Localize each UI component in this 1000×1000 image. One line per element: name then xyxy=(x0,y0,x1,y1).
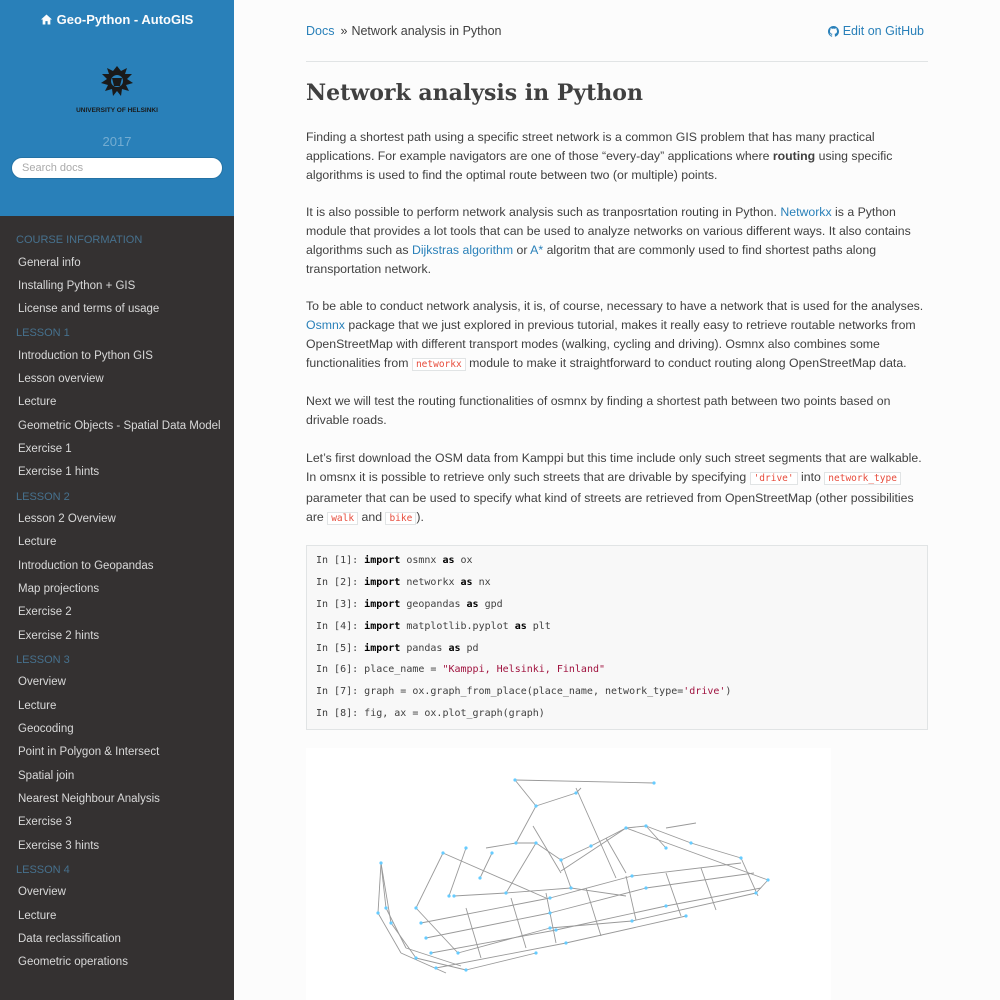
street-edge xyxy=(401,953,446,973)
sidebar-nav-item[interactable]: Map projections xyxy=(18,583,100,596)
sidebar-nav-item[interactable]: Lecture xyxy=(18,909,57,922)
street-node xyxy=(429,951,432,954)
inline-code: walk xyxy=(327,512,358,525)
sidebar-nav-item[interactable]: Introduction to Python GIS xyxy=(18,349,153,362)
street-edge xyxy=(511,898,526,948)
street-node xyxy=(548,926,551,929)
text: is a Python module that provides a lot tools that can be used to analyze networks on various different ways. It also contains algorithms such as xyxy=(306,205,911,257)
nav-caption: COURSE INFORMATION xyxy=(16,234,143,246)
street-node xyxy=(554,928,557,931)
street-edge xyxy=(646,873,754,888)
street-node xyxy=(419,921,422,924)
street-edge xyxy=(566,916,686,943)
sidebar-nav-item[interactable]: Geocoding xyxy=(18,723,74,736)
code-token: ox xyxy=(454,555,473,566)
sidebar-nav-item[interactable]: Lecture xyxy=(18,699,57,712)
street-node xyxy=(464,968,467,971)
code-line xyxy=(316,642,918,664)
street-node xyxy=(389,921,392,924)
street-edge xyxy=(632,863,741,876)
street-edge xyxy=(515,780,536,806)
street-node xyxy=(574,791,577,794)
code-token: import xyxy=(364,620,401,632)
text: To be able to conduct network analysis, it is, of course, necessary to have a network that is used for the analyses. xyxy=(306,299,924,313)
edit-on-github-link[interactable] xyxy=(828,24,924,38)
code-prompt: In [3]: xyxy=(316,598,365,610)
street-edge xyxy=(576,788,616,878)
street-node xyxy=(559,858,562,861)
code-prompt: In [4]: xyxy=(316,620,365,632)
code-token: import xyxy=(364,642,401,654)
breadcrumb-docs-link[interactable]: Docs xyxy=(306,24,335,38)
street-node xyxy=(664,846,667,849)
code-token: as xyxy=(460,576,473,588)
street-node xyxy=(548,911,551,914)
street-edge xyxy=(416,908,458,953)
street-edge xyxy=(378,913,401,953)
street-node xyxy=(630,919,633,922)
code-prompt: In [8]: xyxy=(316,708,365,720)
code-line xyxy=(316,663,918,685)
inline-code: network_type xyxy=(824,472,901,485)
street-edge xyxy=(416,853,443,908)
code-token: place_name = xyxy=(364,664,443,676)
sidebar-nav-item[interactable]: Introduction to Geopandas xyxy=(18,559,154,572)
street-edge xyxy=(506,843,536,893)
code-prompt: In [5]: xyxy=(316,642,365,654)
street-node xyxy=(548,896,551,899)
text: It is also possible to perform network analysis such as tranposrtation routing in Python. xyxy=(306,205,781,219)
street-edge xyxy=(666,873,681,916)
version-label: 2017 xyxy=(102,134,132,149)
astar-link[interactable]: A* xyxy=(530,242,544,257)
sidebar-nav-item[interactable]: Exercise 1 hints xyxy=(18,466,100,479)
street-edge xyxy=(391,923,416,958)
street-edge xyxy=(546,893,556,943)
sidebar-nav-item[interactable]: Lecture xyxy=(18,536,57,549)
code-token: import xyxy=(364,598,401,610)
code-line xyxy=(316,685,918,707)
paragraph-intro xyxy=(306,128,930,185)
sidebar-nav-item[interactable]: Exercise 2 xyxy=(18,606,72,619)
sidebar-nav-item[interactable]: Geometric operations xyxy=(18,956,128,969)
street-node xyxy=(652,781,655,784)
street-edge xyxy=(506,888,571,893)
sidebar-nav-item[interactable]: Data reclassification xyxy=(18,932,121,945)
inline-code: networkx xyxy=(412,358,466,371)
street-edge xyxy=(606,838,626,873)
street-node xyxy=(689,841,692,844)
page-title: Network analysis in Python xyxy=(306,80,643,106)
street-edge xyxy=(571,888,626,896)
street-edge xyxy=(378,863,381,913)
code-token: as xyxy=(466,598,479,610)
street-edge xyxy=(561,846,591,860)
street-node xyxy=(630,874,633,877)
code-token: nx xyxy=(472,576,491,588)
code-line xyxy=(316,707,918,729)
street-node xyxy=(684,914,687,917)
breadcrumb-current: Network analysis in Python xyxy=(351,24,502,38)
home-icon xyxy=(41,14,52,25)
street-node xyxy=(464,846,467,849)
code-token: geopandas xyxy=(400,598,467,610)
street-edge xyxy=(449,848,466,896)
sidebar xyxy=(0,0,234,1000)
sidebar-nav-item[interactable]: Spatial join xyxy=(18,769,75,782)
street-node xyxy=(447,894,450,897)
street-edge xyxy=(556,906,666,930)
street-edge xyxy=(458,928,550,953)
street-node xyxy=(514,841,517,844)
code-token: fig, ax = ox.plot_graph(graph) xyxy=(364,708,545,720)
text: ). xyxy=(416,509,424,524)
code-token: 'drive' xyxy=(683,686,726,698)
sidebar-nav-item[interactable]: Nearest Neighbour Analysis xyxy=(18,792,160,805)
street-network-plot xyxy=(306,748,831,1000)
street-node xyxy=(534,841,537,844)
sidebar-nav-item[interactable]: Exercise 3 xyxy=(18,816,72,829)
street-node xyxy=(384,906,387,909)
code-prompt: In [6]: xyxy=(316,664,365,676)
street-node xyxy=(624,826,627,829)
inline-code: 'drive' xyxy=(750,472,798,485)
street-edge xyxy=(480,853,492,878)
street-edge xyxy=(486,843,516,848)
code-token: import xyxy=(364,555,401,566)
street-node xyxy=(644,886,647,889)
paragraph-osmnx xyxy=(306,297,930,375)
street-node xyxy=(534,804,537,807)
street-node xyxy=(569,886,572,889)
breadcrumb xyxy=(306,24,928,44)
university-logo[interactable] xyxy=(72,62,162,120)
code-line xyxy=(316,576,918,598)
street-node xyxy=(513,778,516,781)
text: parameter that can be used to specify what kind of streets are retrieved from OpenStreetMap (other possibilities are xyxy=(306,490,914,524)
street-edge xyxy=(533,826,561,873)
street-edge xyxy=(421,898,550,923)
sidebar-nav-item[interactable]: Geometric Objects - Spatial Data Model xyxy=(18,419,221,432)
street-edge xyxy=(516,806,536,843)
sidebar-nav-item[interactable]: Exercise 3 hints xyxy=(18,839,100,852)
text: Let’s first download the OSM data from Kamppi but this time include only such street segments that are walkable. In omsnx it is possible to retrieve only such streets that are drivable by specifying xyxy=(306,451,922,484)
nav-caption: LESSON 4 xyxy=(16,863,70,876)
street-node xyxy=(441,851,444,854)
street-edge xyxy=(561,860,571,888)
nav-caption: LESSON 3 xyxy=(16,653,70,666)
breadcrumb-separator: » xyxy=(340,24,348,38)
paragraph-networkx xyxy=(306,203,930,279)
street-edge xyxy=(536,793,576,806)
street-node xyxy=(434,966,437,969)
street-node xyxy=(414,906,417,909)
code-prompt: In [7]: xyxy=(316,686,365,698)
street-edge xyxy=(561,828,626,871)
sidebar-header xyxy=(0,0,234,216)
code-prompt: In [1]: xyxy=(316,555,365,566)
street-node xyxy=(754,891,757,894)
code-token: ) xyxy=(725,686,732,698)
code-token: "Kamppi, Helsinki, Finland" xyxy=(442,664,606,676)
street-edge xyxy=(646,826,691,843)
street-edge xyxy=(586,888,601,936)
networkx-link[interactable]: Networkx xyxy=(780,205,832,219)
project-home-link[interactable] xyxy=(41,12,194,27)
code-line xyxy=(316,598,918,620)
code-token: matplotlib.pyplot xyxy=(400,620,515,632)
street-node xyxy=(376,911,379,914)
street-node xyxy=(490,851,493,854)
street-node xyxy=(452,894,455,897)
street-edge xyxy=(626,828,768,880)
sidebar-nav xyxy=(0,216,234,979)
code-token: osmnx xyxy=(400,555,443,566)
text: algoritm that are commonly used to find shortest paths along transportation network. xyxy=(306,242,877,276)
sidebar-nav-item[interactable]: General info xyxy=(18,256,81,269)
code-token: networkx xyxy=(400,576,461,588)
project-title: Geo-Python - AutoGIS xyxy=(56,12,194,27)
street-node xyxy=(424,936,427,939)
paragraph-routing: Next we will test the routing functionalities of osmnx by finding a shortest path between two points based on drivable roads. xyxy=(306,394,891,427)
github-icon xyxy=(828,26,839,37)
street-edge xyxy=(591,828,626,846)
street-edge xyxy=(666,823,696,828)
street-node xyxy=(504,891,507,894)
dijkstra-link[interactable]: Dijkstras algorithm xyxy=(411,242,514,257)
nav-caption: LESSON 1 xyxy=(16,327,70,340)
code-token: pandas xyxy=(400,642,449,654)
code-block[interactable] xyxy=(306,545,928,730)
code-token: pd xyxy=(460,642,479,654)
code-token: as xyxy=(448,642,461,654)
header-divider xyxy=(306,61,928,62)
sidebar-nav-item[interactable]: Installing Python + GIS xyxy=(18,279,136,292)
code-line xyxy=(316,554,918,576)
street-node xyxy=(534,951,537,954)
sidebar-nav-item[interactable]: Exercise 1 xyxy=(18,443,72,456)
code-prompt: In [2]: xyxy=(316,576,365,588)
street-edge xyxy=(454,893,506,896)
text: or xyxy=(513,242,531,257)
sidebar-nav-item[interactable]: License and terms of usage xyxy=(18,303,160,316)
sidebar-nav-item[interactable]: Lesson 2 Overview xyxy=(18,513,116,526)
street-node xyxy=(414,956,417,959)
text: into xyxy=(797,469,825,484)
street-edge xyxy=(406,948,461,966)
text: package that we just explored in previous tutorial, makes it really easy to retrieve routable networks from OpenStreetMap with different transport modes (walking, cycling and driving). Osmnx also combines some functionalities from xyxy=(306,317,916,370)
code-token: plt xyxy=(526,620,551,632)
street-edge xyxy=(632,893,756,921)
street-node xyxy=(456,951,459,954)
street-edge xyxy=(515,780,654,783)
code-token: gpd xyxy=(478,598,503,610)
edit-on-github-label: Edit on GitHub xyxy=(842,24,924,38)
sidebar-nav-item[interactable]: Overview xyxy=(18,886,66,899)
street-node xyxy=(644,824,647,827)
text: module to make it straightforward to conduct routing along OpenStreetMap data. xyxy=(465,355,907,370)
street-node xyxy=(739,856,742,859)
logo-text: UNIVERSITY OF HELSINKI xyxy=(76,107,158,114)
code-token: as xyxy=(442,555,455,566)
sidebar-nav-item[interactable]: Exercise 2 hints xyxy=(18,629,100,642)
street-node xyxy=(664,904,667,907)
paragraph-download xyxy=(306,449,930,529)
street-edge xyxy=(381,863,386,908)
street-edge xyxy=(386,908,406,948)
street-node xyxy=(478,876,481,879)
text: and xyxy=(358,509,386,524)
street-node xyxy=(564,941,567,944)
code-line xyxy=(316,620,918,642)
street-edge xyxy=(756,880,768,893)
street-node xyxy=(589,844,592,847)
code-token: graph = ox.graph_from_place(place_name, network_type= xyxy=(364,686,684,698)
code-token: import xyxy=(364,576,401,588)
text-bold: routing xyxy=(772,148,816,163)
street-edge xyxy=(691,843,741,858)
code-token: as xyxy=(514,620,527,632)
text: using specific algorithms is used to find the optimal route between two (or multiple) points. xyxy=(306,148,893,182)
street-edge xyxy=(626,826,646,828)
sidebar-nav-item[interactable]: Point in Polygon & Intersect xyxy=(18,746,160,759)
street-node xyxy=(766,878,769,881)
osmnx-link[interactable]: Osmnx xyxy=(306,317,345,332)
search-input[interactable] xyxy=(11,157,223,179)
text: Finding a shortest path using a specific street network is a common GIS problem that has many practical applications. For example navigators are one of those “every-day” applications where xyxy=(306,130,875,163)
sidebar-nav-item[interactable]: Lesson overview xyxy=(18,373,104,386)
sidebar-nav-item[interactable]: Overview xyxy=(18,676,66,689)
street-node xyxy=(379,861,382,864)
nav-caption: LESSON 2 xyxy=(16,490,70,503)
sidebar-nav-item[interactable]: Lecture xyxy=(18,396,57,409)
inline-code: bike xyxy=(385,512,416,525)
